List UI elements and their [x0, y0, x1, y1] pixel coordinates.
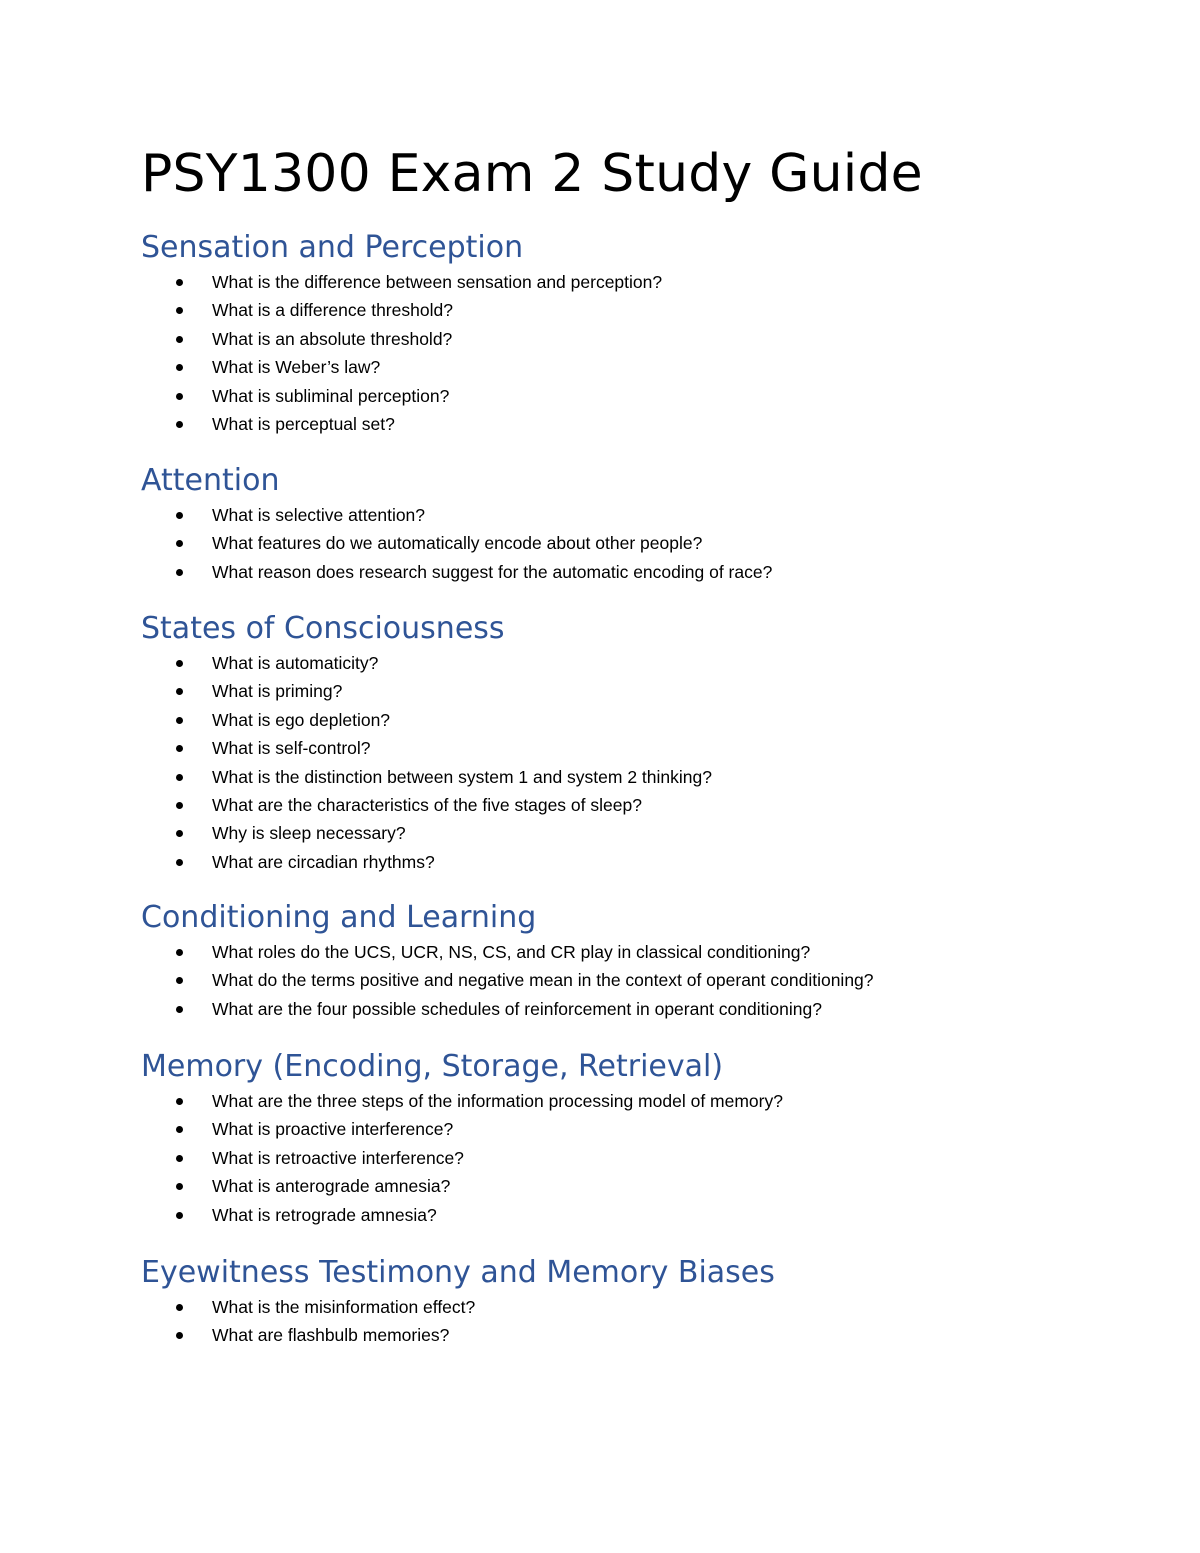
bullet-icon	[176, 949, 183, 956]
section-memory	[141, 1047, 1141, 1229]
question-text: What is priming?	[212, 681, 343, 702]
question-item	[141, 677, 1141, 705]
question-item	[141, 410, 1141, 438]
bullet-icon	[176, 1098, 183, 1105]
question-list	[141, 1293, 1141, 1350]
question-item	[141, 791, 1141, 819]
question-item	[141, 966, 1141, 994]
bullet-icon	[176, 1126, 183, 1133]
bullet-icon	[176, 364, 183, 371]
bullet-icon	[176, 1183, 183, 1190]
question-text: What reason does research suggest for the automatic encoding of race?	[212, 561, 773, 582]
section-heading: Eyewitness Testimony and Memory Biases	[141, 1255, 775, 1290]
question-item	[141, 529, 1141, 557]
bullet-icon	[176, 1006, 183, 1013]
question-item	[141, 382, 1141, 410]
question-text: What is an absolute threshold?	[212, 328, 453, 349]
question-item	[141, 1321, 1141, 1349]
question-item	[141, 501, 1141, 529]
question-item	[141, 1172, 1141, 1200]
bullet-icon	[176, 393, 183, 400]
question-text: What is anterograde amnesia?	[212, 1176, 451, 1197]
question-item	[141, 995, 1141, 1023]
question-text: What is the misinformation effect?	[212, 1297, 476, 1317]
section-heading: Memory (Encoding, Storage, Retrieval)	[141, 1049, 724, 1084]
bullet-icon	[176, 688, 183, 695]
question-text: What do the terms positive and negative mean in the context of operant conditioning?	[212, 970, 874, 991]
bullet-icon	[176, 717, 183, 724]
bullet-icon	[176, 1332, 183, 1339]
question-text: What is retroactive interference?	[212, 1147, 464, 1168]
section-sensation-perception	[141, 228, 1141, 438]
question-text: What is perceptual set?	[212, 413, 395, 434]
bullet-icon	[176, 802, 183, 809]
bullet-icon	[176, 1155, 183, 1162]
question-item	[141, 325, 1141, 353]
question-text: What features do we automatically encode about other people?	[212, 533, 703, 554]
question-item	[141, 819, 1141, 847]
question-text: What is a difference threshold?	[212, 300, 453, 321]
question-list	[141, 268, 1141, 438]
question-item	[141, 296, 1141, 324]
question-text: What is retrograde amnesia?	[212, 1204, 437, 1225]
question-text: What is automaticity?	[212, 653, 379, 673]
question-list	[141, 938, 1141, 1023]
question-item	[141, 353, 1141, 381]
question-item	[141, 938, 1141, 966]
question-item	[141, 1144, 1141, 1172]
section-heading: Sensation and Perception	[141, 230, 524, 265]
bullet-icon	[176, 336, 183, 343]
section-heading: Attention	[141, 463, 280, 498]
question-item	[141, 706, 1141, 734]
question-item	[141, 763, 1141, 791]
question-item	[141, 1201, 1141, 1229]
question-text: What are flashbulb memories?	[212, 1325, 450, 1346]
bullet-icon	[176, 859, 183, 866]
question-text: What is the difference between sensation and perception?	[212, 272, 663, 292]
question-list	[141, 649, 1141, 876]
bullet-icon	[176, 421, 183, 428]
bullet-icon	[176, 745, 183, 752]
question-text: What roles do the UCS, UCR, NS, CS, and CR play in classical conditioning?	[212, 942, 811, 962]
bullet-icon	[176, 774, 183, 781]
bullet-icon	[176, 977, 183, 984]
question-item	[141, 268, 1141, 296]
section-heading: States of Consciousness	[141, 611, 505, 646]
bullet-icon	[176, 660, 183, 667]
bullet-icon	[176, 512, 183, 519]
section-heading: Conditioning and Learning	[141, 900, 537, 935]
bullet-icon	[176, 540, 183, 547]
question-list	[141, 501, 1141, 586]
document-title: PSY1300 Exam 2 Study Guide	[141, 144, 923, 204]
question-text: What is the distinction between system 1 and system 2 thinking?	[212, 766, 712, 787]
question-text: What is selective attention?	[212, 505, 426, 525]
bullet-icon	[176, 307, 183, 314]
section-attention	[141, 461, 1141, 586]
question-text: Why is sleep necessary?	[212, 823, 406, 844]
section-conditioning-learning	[141, 898, 1141, 1023]
question-text: What is Weber’s law?	[212, 357, 381, 378]
question-text: What is self-control?	[212, 738, 371, 759]
question-list	[141, 1087, 1141, 1229]
question-text: What are the characteristics of the five stages of sleep?	[212, 794, 642, 815]
question-text: What are circadian rhythms?	[212, 851, 435, 872]
question-text: What are the four possible schedules of reinforcement in operant conditioning?	[212, 998, 822, 1019]
question-text: What is subliminal perception?	[212, 385, 450, 406]
question-item	[141, 558, 1141, 586]
question-item	[141, 734, 1141, 762]
question-text: What is ego depletion?	[212, 709, 391, 730]
question-item	[141, 1293, 1141, 1321]
bullet-icon	[176, 1304, 183, 1311]
section-states-of-consciousness	[141, 609, 1141, 876]
section-eyewitness-testimony	[141, 1253, 1141, 1350]
question-item	[141, 649, 1141, 677]
question-item	[141, 848, 1141, 876]
bullet-icon	[176, 1212, 183, 1219]
bullet-icon	[176, 279, 183, 286]
question-text: What is proactive interference?	[212, 1119, 454, 1140]
question-text: What are the three steps of the information processing model of memory?	[212, 1091, 783, 1111]
bullet-icon	[176, 569, 183, 576]
bullet-icon	[176, 830, 183, 837]
question-item	[141, 1115, 1141, 1143]
question-item	[141, 1087, 1141, 1115]
